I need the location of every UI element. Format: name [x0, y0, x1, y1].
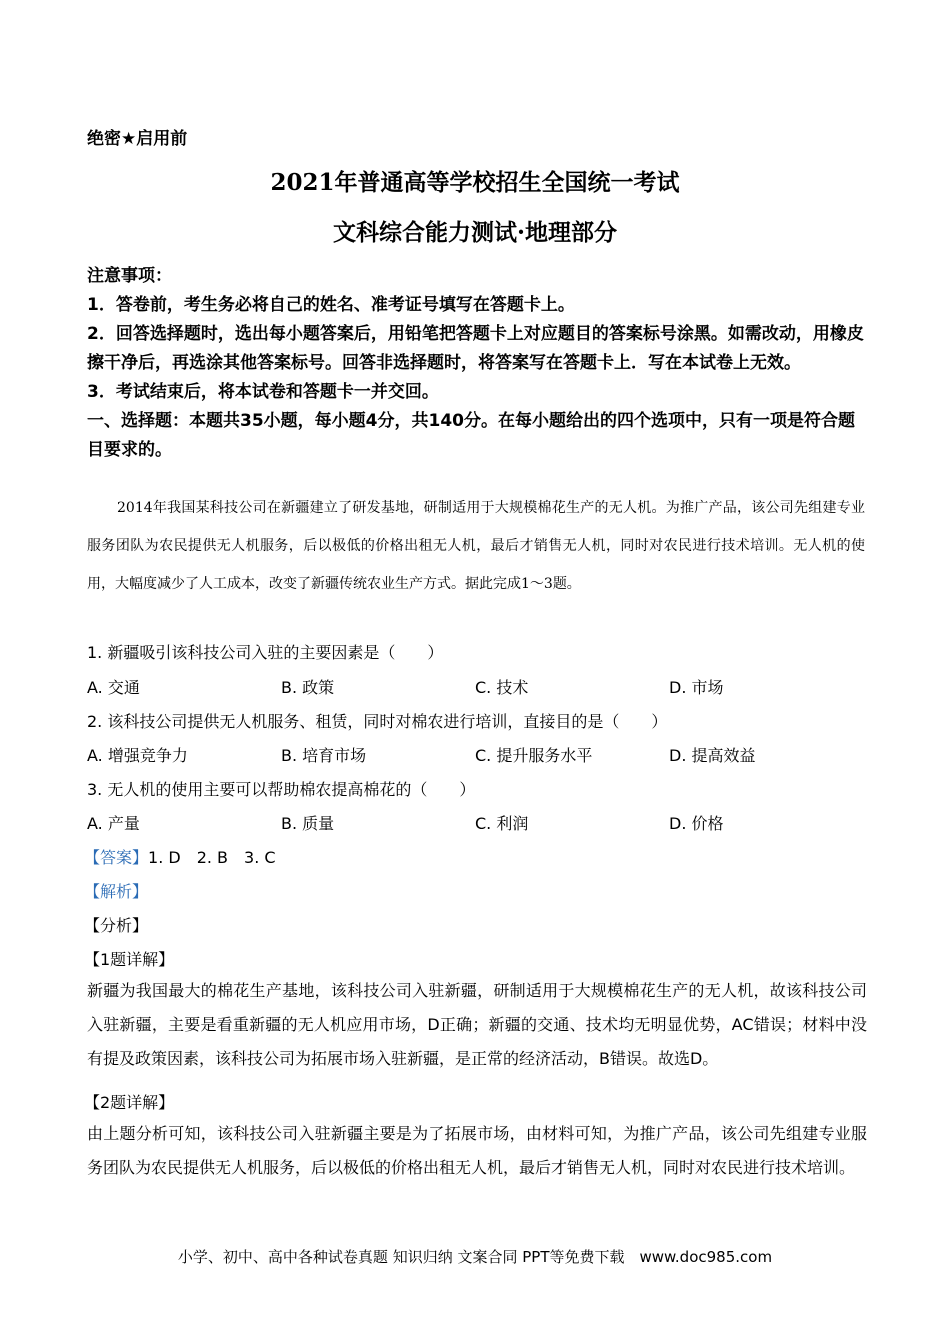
question-1-stem: 1. 新疆吸引该科技公司入驻的主要因素是（ ） — [87, 643, 444, 662]
secret-label: 绝密★启用前 — [87, 129, 188, 149]
answer-label: 【答案】 — [84, 848, 149, 867]
detail-1-label: 【1题详解】 — [84, 950, 175, 969]
answer-text: 1. D 2. B 3. C — [148, 848, 276, 867]
question-2-option-b: B. 培育市场 — [281, 746, 367, 765]
notice-block — [87, 262, 867, 465]
question-2-option-a: A. 增强竞争力 — [87, 746, 188, 765]
detail-2-label: 【2题详解】 — [84, 1093, 175, 1112]
question-2-option-d: D. 提高效益 — [669, 746, 756, 765]
question-1-option-d: D. 市场 — [669, 678, 724, 697]
reading-passage: 2014年我国某科技公司在新疆建立了研发基地，研制适用于大规模棉花生产的无人机。为推广产品，该公司先组建专业服务团队为农民提供无人机服务，后以极低的价格出租无人机，最后才销售无人机，同时对农民进行技术培训。无人机的使用，大幅度减少了人工成本，改变了新疆传统农业生产方式。据此完成1～3题。 — [87, 500, 865, 592]
answer-line — [84, 845, 276, 868]
question-2-option-c: C. 提升服务水平 — [475, 746, 593, 765]
question-3-option-b: B. 质量 — [281, 814, 335, 833]
notice-item-3: 3．考试结束后，将本试卷和答题卡一并交回。 — [87, 382, 439, 402]
section-heading: 一、选择题：本题共35小题，每小题4分，共140分。在每小题给出的四个选项中，只有一项是符合题目要求的。 — [87, 411, 855, 460]
question-3-option-d: D. 价格 — [669, 814, 724, 833]
question-3-option-a: A. 产量 — [87, 814, 140, 833]
exam-title: 2021年普通高等学校招生全国统一考试 — [270, 169, 680, 196]
question-3-option-c: C. 利润 — [475, 814, 529, 833]
question-1-option-a: A. 交通 — [87, 678, 140, 697]
question-3-stem: 3. 无人机的使用主要可以帮助棉农提高棉花的（ ） — [87, 780, 476, 799]
analysis-sub-label: 【分析】 — [84, 916, 149, 935]
analysis-label: 【解析】 — [84, 882, 149, 901]
page-footer: 小学、初中、高中各种试卷真题 知识归纳 文案合同 PPT等免费下载 www.doc985.com — [177, 1248, 773, 1266]
exam-subtitle: 文科综合能力测试·地理部分 — [332, 219, 617, 246]
detail-1-text: 新疆为我国最大的棉花生产基地，该科技公司入驻新疆，研制适用于大规模棉花生产的无人机，故该科技公司入驻新疆，主要是看重新疆的无人机应用市场，D正确；新疆的交通、技术均无明显优势，AC错误；材料中没有提及政策因素，该科技公司为拓展市场入驻新疆，是正常的经济活动，B错误。故选D。 — [87, 981, 867, 1068]
detail-2-text: 由上题分析可知，该科技公司入驻新疆主要是为了拓展市场，由材料可知，为推广产品，该公司先组建专业服务团队为农民提供无人机服务，后以极低的价格出租无人机，最后才销售无人机，同时对农民进行技术培训。 — [87, 1124, 867, 1177]
notice-heading: 注意事项： — [87, 266, 172, 286]
notice-item-2: 2．回答选择题时，选出每小题答案后，用铅笔把答题卡上对应题目的答案标号涂黑。如需改动，用橡皮擦干净后，再选涂其他答案标号。回答非选择题时，将答案写在答题卡上．写在本试卷上无效。 — [87, 324, 864, 373]
question-1-option-b: B. 政策 — [281, 678, 335, 697]
notice-item-1: 1．答卷前，考生务必将自己的姓名、准考证号填写在答题卡上。 — [87, 295, 575, 315]
question-1-option-c: C. 技术 — [475, 678, 529, 697]
question-2-stem: 2. 该科技公司提供无人机服务、租赁，同时对棉农进行培训，直接目的是（ ） — [87, 712, 668, 731]
